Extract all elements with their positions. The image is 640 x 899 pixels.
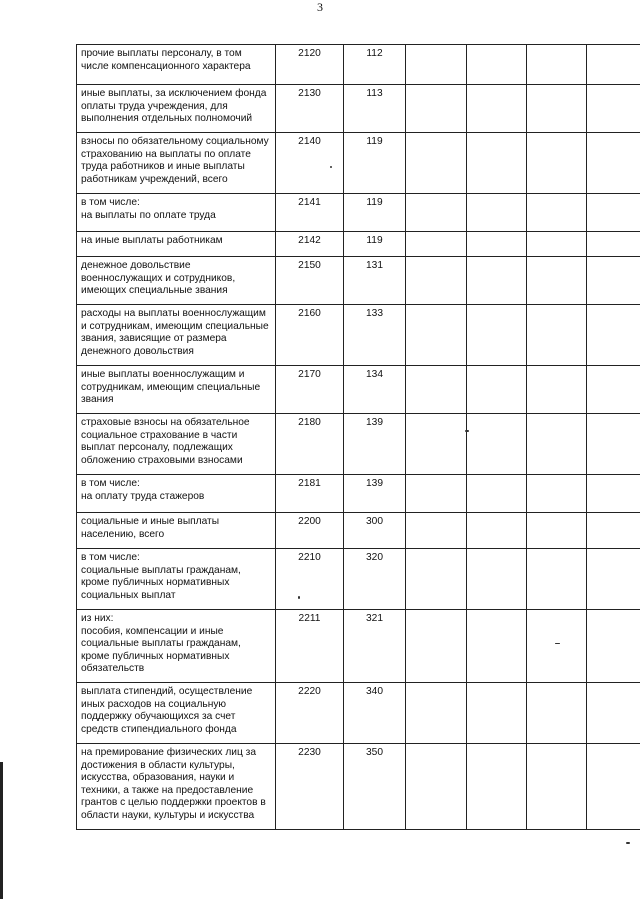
row-name: иные выплаты военнослужащим и сотрудникам, имеющим специальные звания bbox=[77, 366, 276, 414]
row-name: в том числе: социальные выплаты гражданам, кроме публичных нормативных социальных выплат bbox=[77, 549, 276, 610]
line-code: 2220 bbox=[276, 683, 344, 744]
empty-cell bbox=[467, 549, 527, 610]
line-code: 2181 bbox=[276, 475, 344, 513]
page-number: 3 bbox=[317, 0, 323, 14]
empty-cell bbox=[587, 366, 640, 414]
kbk-code: 300 bbox=[344, 513, 406, 549]
empty-cell bbox=[467, 194, 527, 232]
line-code: 2180 bbox=[276, 414, 344, 475]
empty-cell bbox=[587, 475, 640, 513]
empty-cell bbox=[527, 513, 587, 549]
empty-cell bbox=[587, 414, 640, 475]
empty-cell bbox=[587, 45, 640, 85]
kbk-code: 139 bbox=[344, 414, 406, 475]
row-name: взносы по обязательному социальному страхованию на выплаты по оплате труда работников и иные выплаты работникам учреждений, всего bbox=[77, 133, 276, 194]
empty-cell bbox=[406, 85, 467, 133]
kbk-code: 350 bbox=[344, 744, 406, 830]
empty-cell bbox=[467, 513, 527, 549]
scan-speck bbox=[555, 643, 560, 644]
table-row bbox=[77, 683, 640, 744]
scan-speck bbox=[330, 166, 332, 168]
line-code: 2150 bbox=[276, 257, 344, 305]
table-row bbox=[77, 366, 640, 414]
kbk-code: 321 bbox=[344, 610, 406, 683]
row-name: расходы на выплаты военнослужащим и сотрудникам, имеющим специальные звания, зависящие от размера денежного довольствия bbox=[77, 305, 276, 366]
empty-cell bbox=[527, 133, 587, 194]
table-row bbox=[77, 85, 640, 133]
line-code: 2170 bbox=[276, 366, 344, 414]
empty-cell bbox=[467, 366, 527, 414]
empty-cell bbox=[527, 45, 587, 85]
table-row bbox=[77, 744, 640, 830]
empty-cell bbox=[527, 257, 587, 305]
kbk-code: 320 bbox=[344, 549, 406, 610]
row-name: выплата стипендий, осуществление иных расходов на социальную поддержку обучающихся за счет средств стипендиального фонда bbox=[77, 683, 276, 744]
kbk-code: 139 bbox=[344, 475, 406, 513]
kbk-code: 112 bbox=[344, 45, 406, 85]
empty-cell bbox=[527, 744, 587, 830]
row-name: страховые взносы на обязательное социальное страхование в части выплат персоналу, подлежащих обложению страховыми взносами bbox=[77, 414, 276, 475]
kbk-code: 119 bbox=[344, 133, 406, 194]
table-row bbox=[77, 194, 640, 232]
empty-cell bbox=[406, 257, 467, 305]
line-code: 2141 bbox=[276, 194, 344, 232]
table-row bbox=[77, 610, 640, 683]
empty-cell bbox=[467, 133, 527, 194]
row-name: прочие выплаты персоналу, в том числе компенсационного характера bbox=[77, 45, 276, 85]
empty-cell bbox=[587, 194, 640, 232]
empty-cell bbox=[406, 133, 467, 194]
empty-cell bbox=[406, 45, 467, 85]
empty-cell bbox=[406, 744, 467, 830]
row-name: социальные и иные выплаты населению, всего bbox=[77, 513, 276, 549]
empty-cell bbox=[406, 513, 467, 549]
row-name: иные выплаты, за исключением фонда оплаты труда учреждения, для выполнения отдельных полномочий bbox=[77, 85, 276, 133]
empty-cell bbox=[527, 305, 587, 366]
empty-cell bbox=[587, 257, 640, 305]
empty-cell bbox=[587, 305, 640, 366]
scan-speck bbox=[465, 430, 469, 432]
empty-cell bbox=[406, 610, 467, 683]
table-row bbox=[77, 257, 640, 305]
kbk-code: 131 bbox=[344, 257, 406, 305]
line-code: 2160 bbox=[276, 305, 344, 366]
row-name: на иные выплаты работникам bbox=[77, 232, 276, 257]
empty-cell bbox=[406, 366, 467, 414]
empty-cell bbox=[527, 683, 587, 744]
line-code: 2210 bbox=[276, 549, 344, 610]
empty-cell bbox=[467, 85, 527, 133]
kbk-code: 340 bbox=[344, 683, 406, 744]
empty-cell bbox=[527, 194, 587, 232]
empty-cell bbox=[587, 85, 640, 133]
empty-cell bbox=[467, 744, 527, 830]
empty-cell bbox=[406, 549, 467, 610]
row-name: на премирование физических лиц за достижения в области культуры, искусства, образования, науки и техники, а также на предоставление грантов с целью поддержки проектов в области науки, культуры и искусства bbox=[77, 744, 276, 830]
empty-cell bbox=[527, 475, 587, 513]
table-row bbox=[77, 549, 640, 610]
empty-cell bbox=[467, 475, 527, 513]
scan-speck bbox=[626, 842, 630, 844]
line-code: 2120 bbox=[276, 45, 344, 85]
line-code: 2211 bbox=[276, 610, 344, 683]
table-row bbox=[77, 305, 640, 366]
empty-cell bbox=[467, 232, 527, 257]
empty-cell bbox=[527, 366, 587, 414]
empty-cell bbox=[587, 513, 640, 549]
table-row bbox=[77, 45, 640, 85]
line-code: 2142 bbox=[276, 232, 344, 257]
table-row bbox=[77, 232, 640, 257]
kbk-code: 119 bbox=[344, 232, 406, 257]
empty-cell bbox=[406, 475, 467, 513]
table-row bbox=[77, 475, 640, 513]
table-row bbox=[77, 414, 640, 475]
empty-cell bbox=[587, 744, 640, 830]
line-code: 2200 bbox=[276, 513, 344, 549]
empty-cell bbox=[467, 610, 527, 683]
empty-cell bbox=[527, 85, 587, 133]
row-name: в том числе: на оплату труда стажеров bbox=[77, 475, 276, 513]
line-code: 2140 bbox=[276, 133, 344, 194]
empty-cell bbox=[467, 414, 527, 475]
empty-cell bbox=[587, 683, 640, 744]
empty-cell bbox=[467, 683, 527, 744]
scan-speck bbox=[298, 596, 300, 599]
empty-cell bbox=[527, 414, 587, 475]
empty-cell bbox=[587, 232, 640, 257]
empty-cell bbox=[406, 194, 467, 232]
empty-cell bbox=[406, 305, 467, 366]
line-code: 2130 bbox=[276, 85, 344, 133]
row-name: в том числе: на выплаты по оплате труда bbox=[77, 194, 276, 232]
table-row bbox=[77, 513, 640, 549]
empty-cell bbox=[587, 549, 640, 610]
empty-cell bbox=[406, 683, 467, 744]
row-name: денежное довольствие военнослужащих и сотрудников, имеющих специальные звания bbox=[77, 257, 276, 305]
budget-table bbox=[76, 44, 640, 830]
kbk-code: 134 bbox=[344, 366, 406, 414]
empty-cell bbox=[467, 305, 527, 366]
row-name: из них: пособия, компенсации и иные социальные выплаты гражданам, кроме публичных нормативных обязательств bbox=[77, 610, 276, 683]
empty-cell bbox=[527, 549, 587, 610]
kbk-code: 133 bbox=[344, 305, 406, 366]
empty-cell bbox=[467, 45, 527, 85]
empty-cell bbox=[467, 257, 527, 305]
empty-cell bbox=[406, 232, 467, 257]
empty-cell bbox=[527, 610, 587, 683]
empty-cell bbox=[527, 232, 587, 257]
kbk-code: 119 bbox=[344, 194, 406, 232]
scan-edge-mark bbox=[0, 762, 3, 899]
kbk-code: 113 bbox=[344, 85, 406, 133]
empty-cell bbox=[587, 610, 640, 683]
empty-cell bbox=[406, 414, 467, 475]
table-row bbox=[77, 133, 640, 194]
line-code: 2230 bbox=[276, 744, 344, 830]
empty-cell bbox=[587, 133, 640, 194]
